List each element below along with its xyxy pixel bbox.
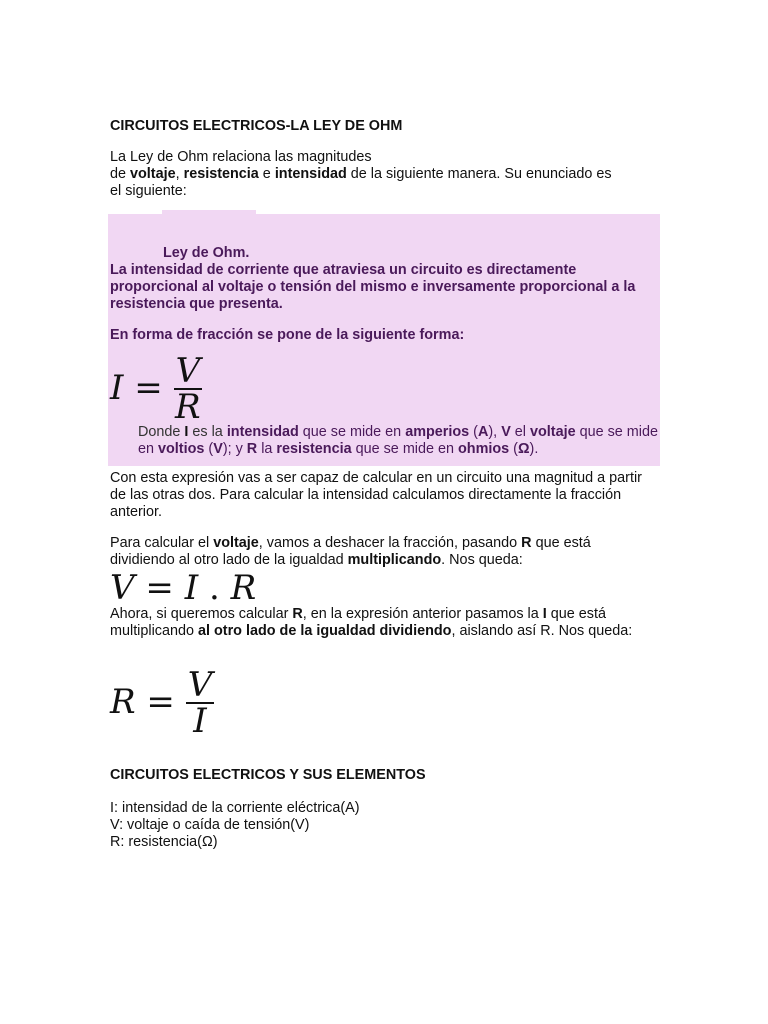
ohm-law-statement: La intensidad de corriente que atraviesa un circuito es directamente proporcional al voltaje o tensión del mismo e inversamente proporcional a la resistencia que presenta.	[110, 262, 636, 312]
intro-paragraph: La Ley de Ohm relaciona las magnitudes de voltaje, resistencia e intensidad de la siguiente manera. Su enunciado es el siguiente:	[110, 149, 612, 199]
formula-ohm-intensity: I = $\frac{V}{R}$	[110, 351, 201, 427]
term-voltaje: voltaje	[130, 166, 176, 182]
formula-voltage: V = I . R	[110, 568, 257, 608]
list-item: I: intensidad de la corriente eléctrica(A)	[110, 800, 360, 816]
term-resistencia: resistencia	[183, 166, 259, 182]
page-title: CIRCUITOS ELECTRICOS-LA LEY DE OHM	[110, 118, 403, 134]
list-item: R: resistencia(Ω)	[110, 834, 218, 850]
section-heading-elements: CIRCUITOS ELECTRICOS Y SUS ELEMENTOS	[110, 767, 426, 783]
intro-line-1: La Ley de Ohm relaciona las magnitudes	[110, 149, 372, 165]
symbols-list	[110, 800, 655, 851]
paragraph-voltaje: Para calcular el voltaje, vamos a deshacer la fracción, pasando R que está dividiendo al otro lado de la igualdad multiplicando. Nos queda:	[110, 535, 591, 568]
paragraph-resistencia: Ahora, si queremos calcular R, en la expresión anterior pasamos la I que está multiplicando al otro lado de la igualdad dividiendo, aislando así R. Nos queda:	[110, 606, 633, 639]
paragraph-expression: Con esta expresión vas a ser capaz de calcular en un circuito una magnitud a partir de las otras dos. Para calcular la intensidad calculamos directamente la fracción anterior.	[110, 470, 642, 520]
fraction-v-over-i: $\frac{V}{I}$	[187, 665, 213, 741]
formula-resistance: R = $\frac{V}{I}$	[110, 665, 213, 741]
panel-heading: Ley de Ohm.	[163, 245, 250, 261]
units-explanation: Donde I es la intensidad que se mide en amperios (A), V el voltaje que se mide en voltios (V); y R la resistencia que se mide en ohmios (Ω).	[138, 424, 658, 457]
term-intensidad: intensidad	[274, 166, 347, 182]
list-item: V: voltaje o caída de tensión(V)	[110, 817, 310, 833]
fraction-v-over-r: $\frac{V}{R}$	[175, 351, 201, 427]
fraction-intro: En forma de fracción se pone de la siguiente forma:	[110, 327, 465, 343]
